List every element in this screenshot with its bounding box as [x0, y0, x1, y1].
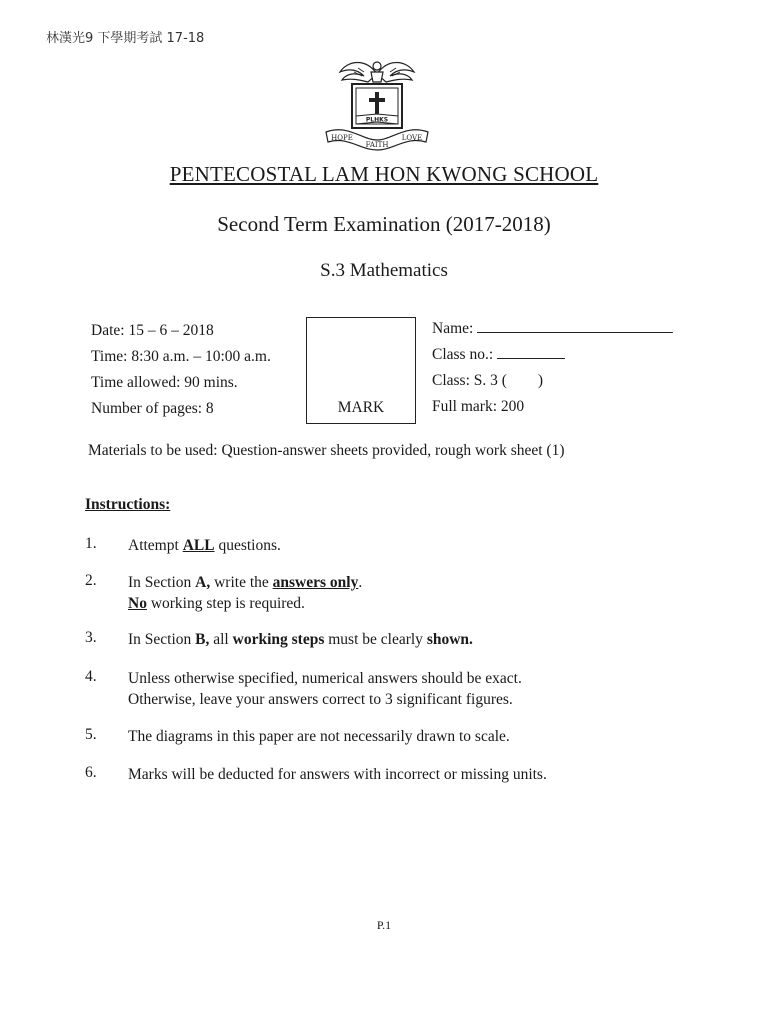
crest-banner-center: FAITH [365, 141, 389, 149]
subject-title: S.3 Mathematics [320, 260, 448, 281]
mark-label: MARK [337, 399, 385, 416]
instruction-number: 5. [85, 726, 97, 743]
school-name: PENTECOSTAL LAM HON KWONG SCHOOL [169, 162, 599, 186]
crest-banner-left: HOPE [331, 134, 353, 142]
exam-title: Second Term Examination (2017-2018) [217, 212, 551, 236]
header-note: 林漢光9 下學期考試 17-18 [46, 31, 205, 46]
instruction-number: 3. [85, 629, 97, 646]
class-no-label: Class no.: [432, 346, 494, 363]
name-field [432, 316, 673, 342]
time-allowed: Time allowed: 90 mins. [91, 374, 238, 391]
school-crest-logo [318, 52, 436, 156]
instruction-number: 1. [85, 535, 97, 552]
materials-line: Materials to be used: Question-answer sheets provided, rough work sheet (1) [88, 442, 565, 459]
instruction-number: 2. [85, 572, 97, 589]
full-mark: Full mark: 200 [432, 398, 525, 415]
student-info [432, 316, 673, 420]
name-label: Name: [432, 320, 474, 337]
exam-date: Date: 15 – 6 – 2018 [91, 322, 214, 339]
mark-box [306, 317, 416, 424]
exam-cover-page: 林漢光9 下學期考試 17-18 PLHKS HOPE FAITH LOVE PENTECOSTAL LAM HON KWONG SCHOOL Second Term Examination (2017-2018) S.3 Mathematics Date: 15 – 6 – 2018 Time: 8:30 a.m. – 10:00 a.m. Time allowed: 90 mins. Number of pages: 8 MARK Name: Class no.: Class: S. 3 ( ) Full mark: 200 Materials to be used: Question-answer sheets provided, rough work sheet (1) Instructions: 1. Attempt ALL questions. 2. In Section A, write the answers only. No working step is required. 3. In Section B, all working steps must be clearly shown. 4. Unless otherwise specified, numerical answers should be exact. Otherwise, leave your answers correct to 3 significant figures. 5. The diagrams in this paper are not necessarily drawn to scale. 6. Marks will be deducted for answers with incorrect or missing units. P.1 [0, 0, 768, 1024]
instruction-number: 6. [85, 764, 97, 781]
number-of-pages: Number of pages: 8 [91, 400, 214, 417]
exam-time: Time: 8:30 a.m. – 10:00 a.m. [91, 348, 271, 365]
exam-info-left [91, 318, 271, 422]
crest-book-text: PLHKS [365, 116, 389, 124]
page-number: P.1 [376, 918, 392, 932]
class-no-field [432, 342, 673, 368]
instructions-heading: Instructions: [85, 496, 171, 513]
crest-banner-right: LOVE [401, 134, 423, 142]
class-field: Class: S. 3 ( ) [432, 372, 544, 389]
instruction-number: 4. [85, 668, 97, 685]
name-blank [477, 316, 673, 333]
class-no-blank [497, 342, 565, 359]
